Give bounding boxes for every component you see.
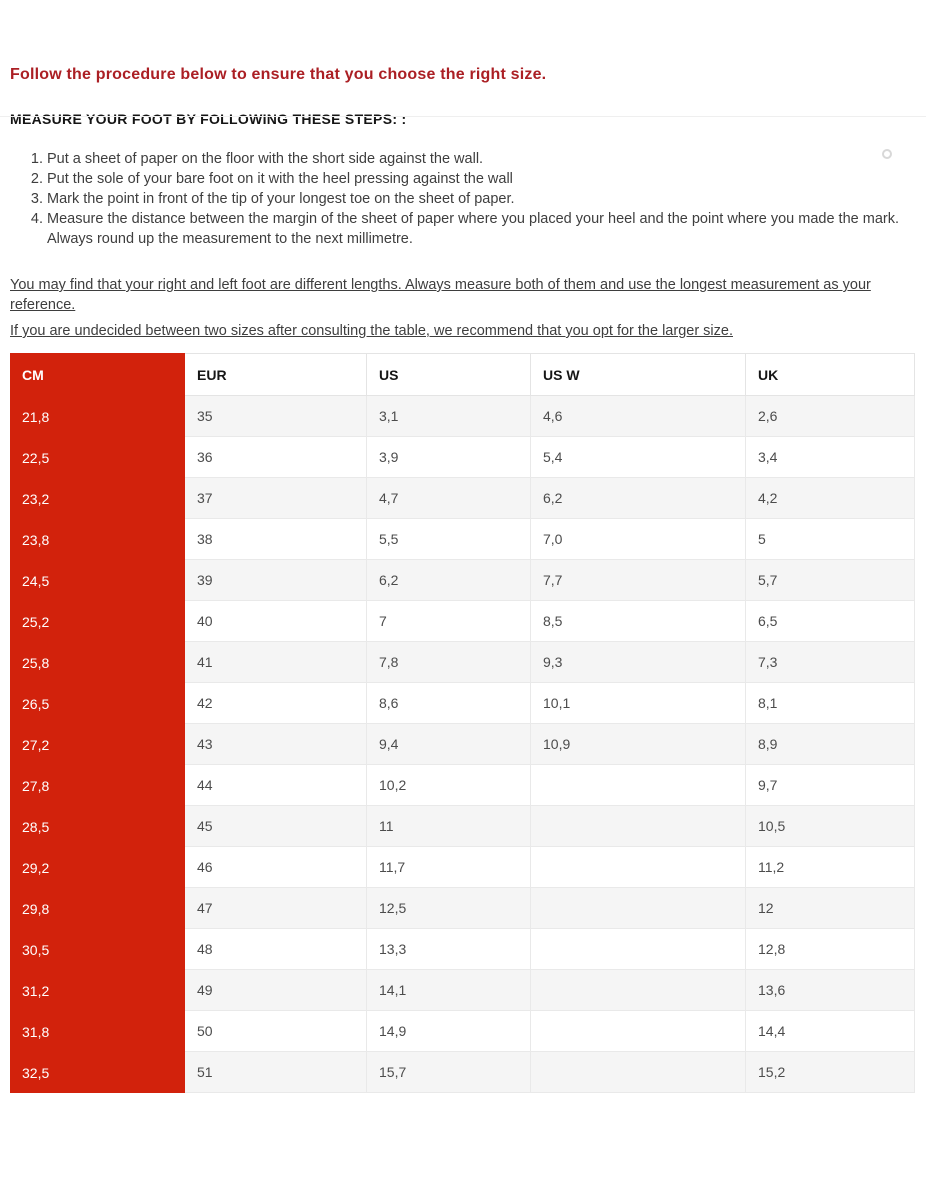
table-row (10, 929, 915, 970)
cell-us-w (531, 929, 746, 970)
cell-cm: 23,8 (10, 519, 185, 560)
cell-uk: 6,5 (746, 601, 915, 642)
notes-block (10, 275, 915, 341)
cell-uk: 8,1 (746, 683, 915, 724)
cell-us-w (531, 1011, 746, 1052)
cell-eur: 48 (185, 929, 367, 970)
cell-cm: 27,8 (10, 765, 185, 806)
size-table-head (10, 353, 915, 396)
cell-uk: 5,7 (746, 560, 915, 601)
cell-cm: 30,5 (10, 929, 185, 970)
cell-cm: 31,2 (10, 970, 185, 1011)
cell-us-w: 8,5 (531, 601, 746, 642)
header-divider (0, 116, 926, 117)
table-row (10, 396, 915, 437)
cell-us: 6,2 (367, 560, 531, 601)
step-item: 1. Put a sheet of paper on the floor with the short side against the wall. (47, 149, 915, 169)
status-dot-icon (882, 149, 892, 159)
cell-us-w (531, 1052, 746, 1093)
cell-uk: 9,7 (746, 765, 915, 806)
cell-eur: 49 (185, 970, 367, 1011)
table-row (10, 888, 915, 929)
cell-cm: 26,5 (10, 683, 185, 724)
cell-uk: 11,2 (746, 847, 915, 888)
cell-us-w (531, 765, 746, 806)
cell-uk: 3,4 (746, 437, 915, 478)
cell-cm: 21,8 (10, 396, 185, 437)
table-row (10, 1052, 915, 1093)
cell-uk: 7,3 (746, 642, 915, 683)
column-header-us: US (367, 353, 531, 396)
cell-us: 5,5 (367, 519, 531, 560)
table-row (10, 683, 915, 724)
cell-us: 4,7 (367, 478, 531, 519)
cell-eur: 50 (185, 1011, 367, 1052)
cell-us: 11 (367, 806, 531, 847)
cell-us-w: 10,9 (531, 724, 746, 765)
cell-us-w (531, 888, 746, 929)
note-measure-both-feet: You may find that your right and left foot are different lengths. Always measure both of them and use the longest measurement as your reference. (10, 277, 871, 313)
table-row (10, 519, 915, 560)
cell-uk: 15,2 (746, 1052, 915, 1093)
cell-uk: 14,4 (746, 1011, 915, 1052)
cell-us-w (531, 970, 746, 1011)
table-row (10, 1011, 915, 1052)
table-row (10, 724, 915, 765)
cell-us: 13,3 (367, 929, 531, 970)
cell-cm: 32,5 (10, 1052, 185, 1093)
cell-uk: 13,6 (746, 970, 915, 1011)
cell-eur: 44 (185, 765, 367, 806)
measure-steps-list (10, 149, 915, 249)
table-row (10, 437, 915, 478)
cell-us-w (531, 806, 746, 847)
cell-us-w: 7,0 (531, 519, 746, 560)
cell-us-w: 5,4 (531, 437, 746, 478)
column-header-us-w: US W (531, 353, 746, 396)
cell-eur: 38 (185, 519, 367, 560)
size-table (10, 353, 915, 1093)
table-row (10, 560, 915, 601)
cell-us-w: 4,6 (531, 396, 746, 437)
table-row (10, 765, 915, 806)
cell-eur: 39 (185, 560, 367, 601)
cell-us: 10,2 (367, 765, 531, 806)
cell-eur: 37 (185, 478, 367, 519)
table-row (10, 970, 915, 1011)
cell-us: 7 (367, 601, 531, 642)
cell-cm: 31,8 (10, 1011, 185, 1052)
cell-cm: 25,2 (10, 601, 185, 642)
cell-uk: 2,6 (746, 396, 915, 437)
cell-eur: 46 (185, 847, 367, 888)
cell-cm: 25,8 (10, 642, 185, 683)
page-title: Follow the procedure below to ensure that you choose the right size. (10, 66, 547, 83)
cell-cm: 22,5 (10, 437, 185, 478)
cell-us: 3,1 (367, 396, 531, 437)
cell-us: 11,7 (367, 847, 531, 888)
cell-uk: 12,8 (746, 929, 915, 970)
cell-eur: 47 (185, 888, 367, 929)
cell-cm: 27,2 (10, 724, 185, 765)
size-table-body (10, 396, 915, 1093)
cell-uk: 5 (746, 519, 915, 560)
table-row (10, 601, 915, 642)
cell-eur: 36 (185, 437, 367, 478)
cell-eur: 51 (185, 1052, 367, 1093)
cell-us-w: 6,2 (531, 478, 746, 519)
cell-eur: 41 (185, 642, 367, 683)
note-choose-larger-size: If you are undecided between two sizes after consulting the table, we recommend that you opt for the larger size. (10, 323, 733, 339)
cell-cm: 24,5 (10, 560, 185, 601)
column-header-cm: CM (10, 353, 185, 396)
cell-eur: 43 (185, 724, 367, 765)
cell-us: 3,9 (367, 437, 531, 478)
cell-cm: 23,2 (10, 478, 185, 519)
measure-steps-heading: MEASURE YOUR FOOT BY FOLLOWING THESE STEPS: : (10, 111, 407, 127)
cell-us: 9,4 (367, 724, 531, 765)
cell-us-w (531, 847, 746, 888)
step-item: 2. Put the sole of your bare foot on it with the heel pressing against the wall (47, 169, 915, 189)
cell-uk: 12 (746, 888, 915, 929)
cell-us-w: 9,3 (531, 642, 746, 683)
cell-eur: 35 (185, 396, 367, 437)
size-table-header-row (10, 353, 915, 396)
column-header-eur: EUR (185, 353, 367, 396)
cell-cm: 28,5 (10, 806, 185, 847)
cell-us: 14,9 (367, 1011, 531, 1052)
step-item: 3. Mark the point in front of the tip of your longest toe on the sheet of paper. (47, 189, 915, 209)
table-row (10, 847, 915, 888)
cell-us: 7,8 (367, 642, 531, 683)
step-item: 4. Measure the distance between the margin of the sheet of paper where you placed your heel and the point where you made the mark. Always round up the measurement to the next millimetre. (47, 209, 915, 249)
size-guide-page (0, 66, 926, 1093)
cell-us: 8,6 (367, 683, 531, 724)
cell-uk: 10,5 (746, 806, 915, 847)
cell-eur: 42 (185, 683, 367, 724)
cell-us-w: 7,7 (531, 560, 746, 601)
cell-eur: 40 (185, 601, 367, 642)
cell-uk: 8,9 (746, 724, 915, 765)
table-row (10, 478, 915, 519)
cell-us: 15,7 (367, 1052, 531, 1093)
cell-cm: 29,8 (10, 888, 185, 929)
table-row (10, 806, 915, 847)
cell-us: 12,5 (367, 888, 531, 929)
cell-uk: 4,2 (746, 478, 915, 519)
cell-us-w: 10,1 (531, 683, 746, 724)
cell-us: 14,1 (367, 970, 531, 1011)
cell-cm: 29,2 (10, 847, 185, 888)
cell-eur: 45 (185, 806, 367, 847)
table-row (10, 642, 915, 683)
column-header-uk: UK (746, 353, 915, 396)
